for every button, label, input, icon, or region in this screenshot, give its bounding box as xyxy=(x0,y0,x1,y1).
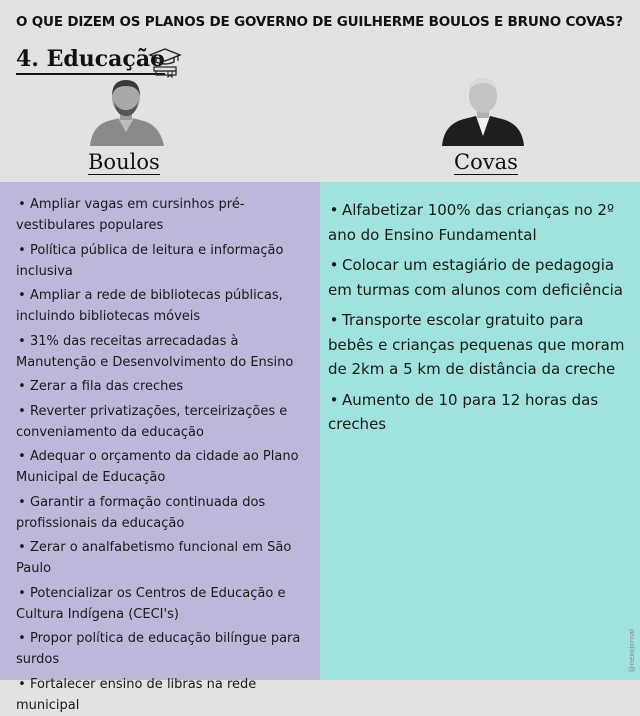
proposal-text: Aumento de 10 para 12 horas das creches xyxy=(328,390,599,433)
bullet-icon: • xyxy=(18,585,26,601)
candidate-name-boulos xyxy=(88,150,160,174)
bullet-icon: • xyxy=(18,379,26,394)
bullet-icon: • xyxy=(18,631,26,646)
proposal-text: Política pública de leitura e informação inclusiva xyxy=(16,242,284,279)
proposal-text: Ampliar a rede de bibliotecas públicas, incluindo bibliotecas móveis xyxy=(16,288,283,324)
proposal-text: Colocar um estagiário de pedagogia em turmas com alunos com deficiência xyxy=(328,256,623,299)
proposal-item xyxy=(328,388,630,437)
header xyxy=(0,0,640,182)
proposal-item xyxy=(328,198,630,247)
proposal-item xyxy=(16,537,312,579)
covas-proposal-list xyxy=(328,198,630,437)
section-title-text: 4. Educação xyxy=(16,46,165,75)
proposal-text: Propor política de educação bilíngue para surdos xyxy=(16,631,301,667)
credit-text: @nexojornal xyxy=(628,628,636,672)
bullet-icon: • xyxy=(18,333,26,349)
proposal-item xyxy=(16,446,312,488)
proposal-item xyxy=(328,308,630,382)
bullet-icon: • xyxy=(329,390,339,409)
proposal-item xyxy=(16,331,312,373)
bullet-icon: • xyxy=(18,242,26,258)
bullet-icon: • xyxy=(18,540,26,555)
proposal-text: Alfabetizar 100% das crianças no 2º ano do Ensino Fundamental xyxy=(328,201,615,244)
proposal-text: Garantir a formação continuada dos profissionais da educação xyxy=(16,494,266,531)
proposal-item xyxy=(16,285,312,327)
boulos-photo xyxy=(86,74,166,146)
proposal-text: 31% das receitas arrecadadas à Manutenção e Desenvolvimento do Ensino xyxy=(16,333,294,370)
bullet-icon: • xyxy=(329,201,339,219)
covas-proposals xyxy=(320,182,640,680)
bullet-icon: • xyxy=(18,494,26,510)
bullet-icon: • xyxy=(18,197,26,212)
candidate-name-covas-text: Covas xyxy=(454,150,518,174)
bullet-icon: • xyxy=(329,311,339,329)
proposal-item xyxy=(16,376,312,397)
proposal-item xyxy=(328,253,630,302)
proposal-text: Reverter privatizações, terceirizações e conveniamento da educação xyxy=(16,403,288,440)
proposal-text: Zerar o analfabetismo funcional em São Paulo xyxy=(16,540,292,576)
proposal-text: Ampliar vagas em cursinhos pré-vestibulares populares xyxy=(16,197,245,233)
boulos-proposals xyxy=(0,182,320,713)
proposal-item xyxy=(16,240,312,282)
proposal-item xyxy=(16,401,312,443)
boulos-proposal-list xyxy=(16,194,312,716)
proposal-text: Adequar o orçamento da cidade ao Plano Municipal de Educação xyxy=(16,449,299,485)
proposal-text: Zerar a fila das creches xyxy=(30,379,184,394)
covas-photo xyxy=(440,74,526,146)
proposal-item xyxy=(16,583,312,625)
proposal-text: Potencializar os Centros de Educação e Cultura Indígena (CECI's) xyxy=(16,585,286,622)
bullet-icon: • xyxy=(18,449,26,464)
bullet-icon: • xyxy=(329,256,339,274)
proposal-item xyxy=(16,194,312,236)
bullet-icon: • xyxy=(18,403,26,419)
proposal-item xyxy=(16,628,312,670)
proposal-item xyxy=(16,492,312,534)
proposal-text: Transporte escolar gratuito para bebês e crianças pequenas que moram de 2km a 5 km de distância da creche xyxy=(328,311,625,378)
page-title: O QUE DIZEM OS PLANOS DE GOVERNO DE GUILHERME BOULOS E BRUNO COVAS? xyxy=(16,14,623,30)
bullet-icon: • xyxy=(18,288,26,303)
bullet-icon: • xyxy=(18,676,26,692)
candidate-name-covas xyxy=(454,150,518,174)
section-title xyxy=(16,46,165,72)
proposal-text: Fortalecer ensino de libras na rede municipal xyxy=(16,676,257,713)
candidate-name-boulos-text: Boulos xyxy=(88,150,160,174)
